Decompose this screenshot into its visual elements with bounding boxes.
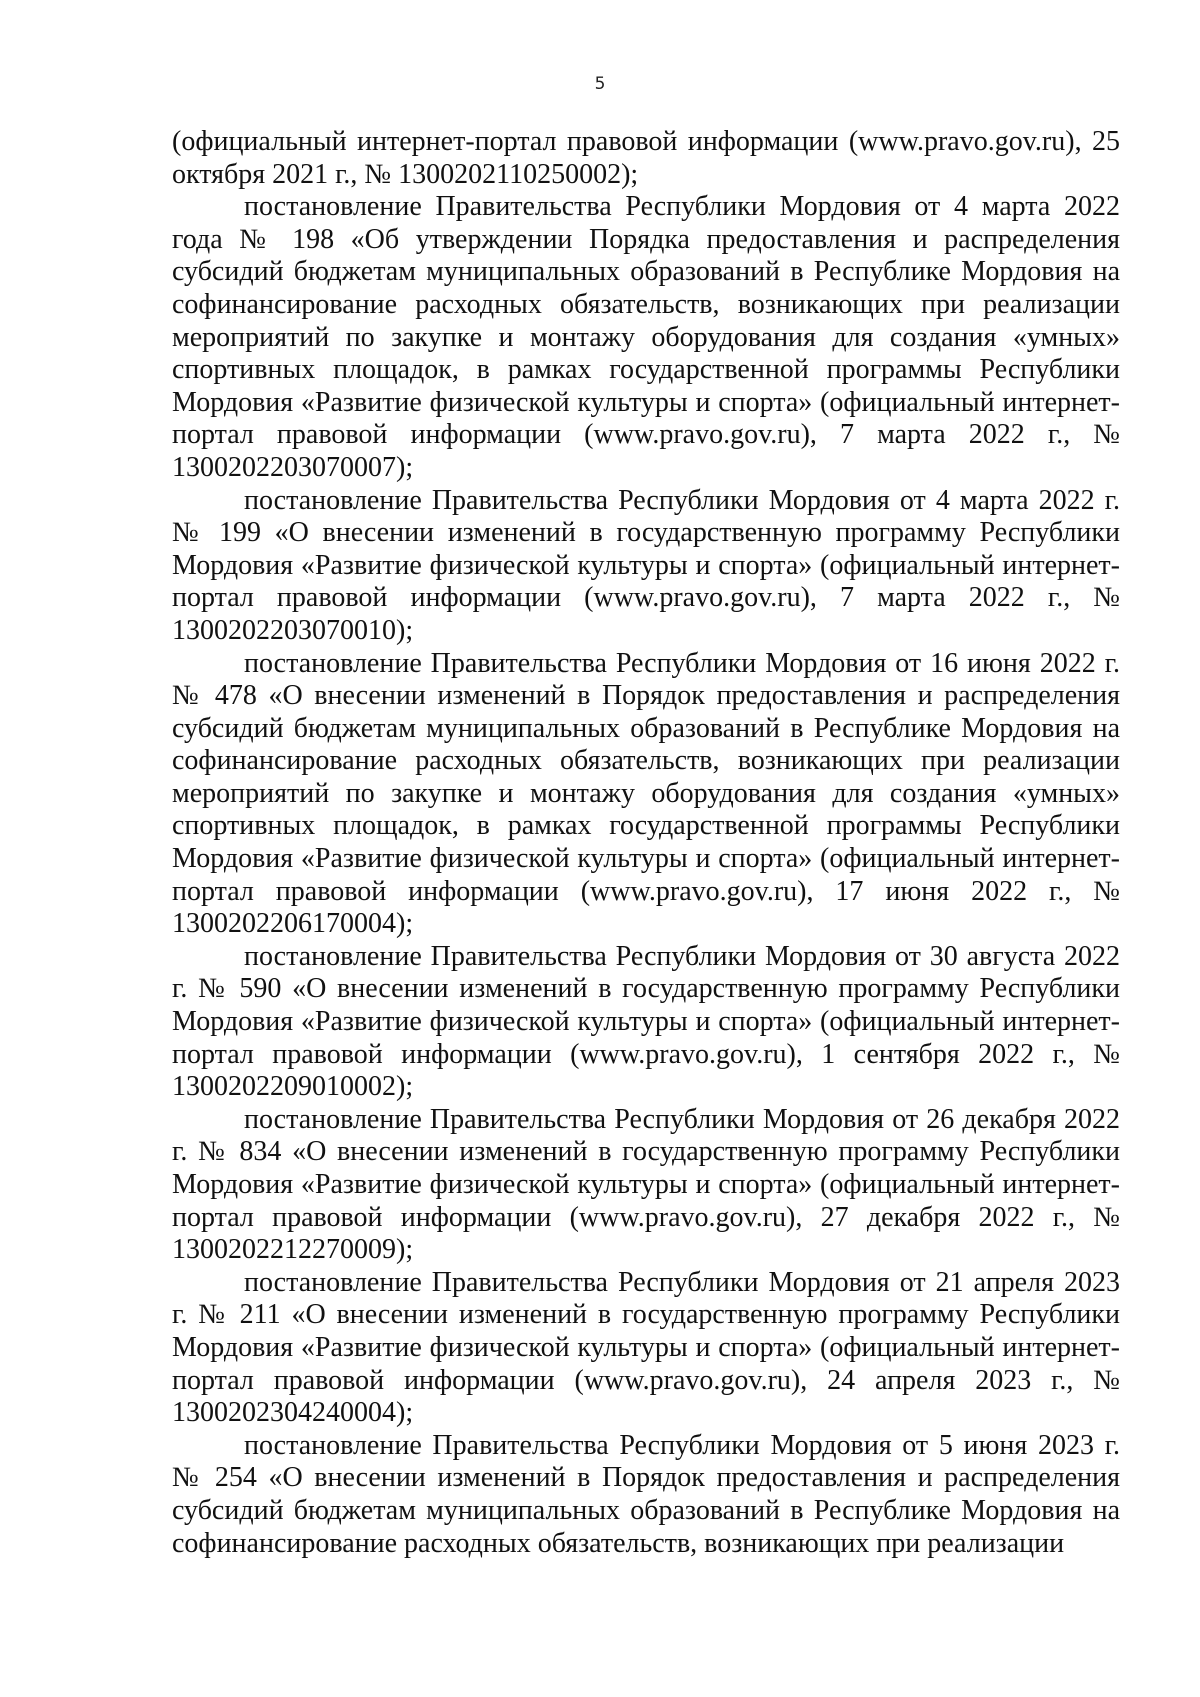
document-body <box>172 126 1120 1560</box>
paragraph-resolution-478: постановление Правительства Республики Мордовия от 16 июня 2022 г. № 478 «О внесении изменений в Порядок предоставления и распределения субсидий бюджетам муниципальных образований в Республике Мордовия на софинансирование расходных обязательств, возникающих при реализации мероприятий по закупке и монтажу оборудования для создания «умных» спортивных площадок, в рамках государственной программы Республики Мордовия «Развитие физической культуры и спорта» (официальный интернет-портал правовой информации (www.pravo.gov.ru), 17 июня 2022 г., № 1300202206170004); <box>172 647 1120 940</box>
paragraph-continuation: (официальный интернет-портал правовой информации (www.pravo.gov.ru), 25 октября 2021 г., № 1300202110250002); <box>172 126 1120 190</box>
paragraph-resolution-199: постановление Правительства Республики Мордовия от 4 марта 2022 г. № 199 «О внесении изменений в государственную программу Республики Мордовия «Развитие физической культуры и спорта» (официальный интернет-портал правовой информации (www.pravo.gov.ru), 7 марта 2022 г., № 1300202203070010); <box>172 484 1120 646</box>
paragraph-resolution-590: постановление Правительства Республики Мордовия от 30 августа 2022 г. № 590 «О внесении изменений в государственную программу Республики Мордовия «Развитие физической культуры и спорта» (официальный интернет-портал правовой информации (www.pravo.gov.ru), 1 сентября 2022 г., № 1300202209010002); <box>172 940 1120 1103</box>
paragraph-resolution-834: постановление Правительства Республики Мордовия от 26 декабря 2022 г. № 834 «О внесении изменений в государственную программу Республики Мордовия «Развитие физической культуры и спорта» (официальный интернет-портал правовой информации (www.pravo.gov.ru), 27 декабря 2022 г., № 1300202212270009); <box>172 1103 1120 1266</box>
paragraph-resolution-211: постановление Правительства Республики Мордовия от 21 апреля 2023 г. № 211 «О внесении изменений в государственную программу Республики Мордовия «Развитие физической культуры и спорта» (официальный интернет-портал правовой информации (www.pravo.gov.ru), 24 апреля 2023 г., № 1300202304240004); <box>172 1266 1120 1429</box>
paragraph-resolution-198: постановление Правительства Республики Мордовия от 4 марта 2022 года № 198 «Об утверждении Порядка предоставления и распределения субсидий бюджетам муниципальных образований в Республике Мордовия на софинансирование расходных обязательств, возникающих при реализации мероприятий по закупке и монтажу оборудования для создания «умных» спортивных площадок, в рамках государственной программы Республики Мордовия «Развитие физической культуры и спорта» (официальный интернет-портал правовой информации (www.pravo.gov.ru), 7 марта 2022 г., № 1300202203070007); <box>172 191 1120 483</box>
paragraph-resolution-254: постановление Правительства Республики Мордовия от 5 июня 2023 г. № 254 «О внесении изменений в Порядок предоставления и распределения субсидий бюджетам муниципальных образований в Республике Мордовия на софинансирование расходных обязательств, возникающих при реализации <box>172 1429 1120 1559</box>
page-number: 5 <box>594 74 606 94</box>
